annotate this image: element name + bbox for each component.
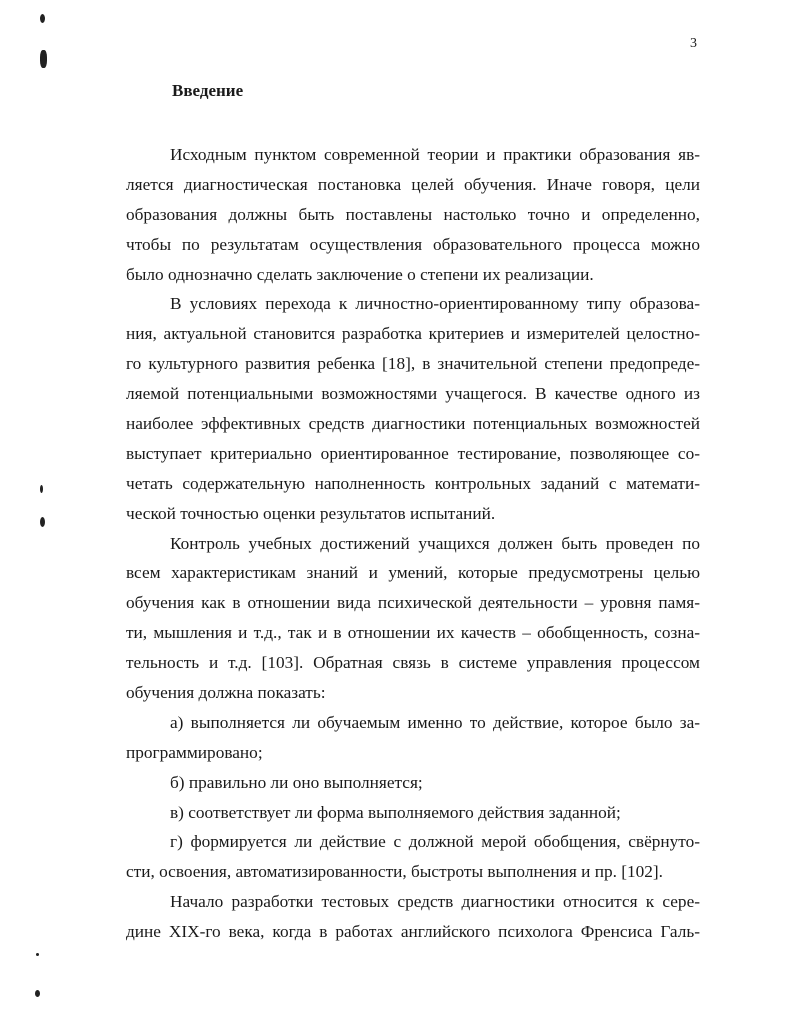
scan-mark — [36, 953, 39, 956]
text-line: б) правильно ли оно выполняется; — [170, 772, 423, 792]
text-line: дине XIX-го века, когда в работах английского психолога Френсиса Галь- — [126, 922, 700, 942]
text-line: чтобы по результатам осуществления образовательного процесса можно — [126, 234, 700, 254]
text-line: программировано; — [126, 742, 263, 762]
page-number: 3 — [690, 36, 697, 51]
text-line: Контроль учебных достижений учащихся должен быть проведен по — [170, 533, 700, 553]
text-line: выступает критериально ориентированное тестирование, позволяющее со- — [126, 443, 700, 463]
text-line: ти, мышления и т.д., так и в отношении их качеств – обобщенность, созна- — [126, 623, 700, 643]
text-line: а) выполняется ли обучаемым именно то действие, которое было за- — [170, 712, 700, 732]
text-line: обучения как в отношении вида психической деятельности – уровня памя- — [126, 593, 700, 613]
text-line: го культурного развития ребенка [18], в значительной степени предопреде- — [126, 354, 700, 374]
text-line: четать содержательную наполненность контрольных заданий с математи- — [126, 473, 700, 493]
text-line: тельность и т.д. [103]. Обратная связь в системе управления процессом — [126, 653, 700, 673]
section-heading: Введение — [172, 81, 244, 100]
text-line: наиболее эффективных средств диагностики потенциальных возможностей — [126, 414, 700, 434]
text-line: Исходным пунктом современной теории и практики образования яв- — [170, 145, 700, 164]
text-line: Начало разработки тестовых средств диагностики относится к сере- — [170, 892, 700, 912]
scan-mark — [40, 485, 43, 493]
text-line: сти, освоения, автоматизированности, быстроты выполнения и пр. [102]. — [126, 862, 663, 882]
text-line: было однозначно сделать заключение о степени их реализации. — [126, 264, 594, 284]
text-line: обучения должна показать: — [126, 683, 326, 703]
text-line: В условиях перехода к личностно-ориентированному типу образова- — [170, 294, 700, 314]
scan-mark — [35, 990, 40, 997]
text-line: г) формируется ли действие с должной мерой обобщения, свёрнуто- — [170, 832, 700, 852]
text-line: образования должны быть поставлены настолько точно и определенно, — [126, 204, 700, 224]
scan-mark — [40, 14, 45, 23]
text-line: всем характеристикам знаний и умений, которые предусмотрены целью — [126, 563, 700, 583]
scan-mark — [40, 517, 45, 527]
text-line: в) соответствует ли форма выполняемого действия заданной; — [170, 802, 621, 822]
scan-mark — [40, 50, 47, 68]
text-line: ния, актуальной становится разработка критериев и измерителей целостно- — [126, 324, 700, 344]
document-body — [126, 140, 700, 947]
text-line: ляемой потенциальными возможностями учащегося. В качестве одного из — [126, 384, 700, 404]
text-line: ческой точностью оценки результатов испытаний. — [126, 503, 496, 523]
text-line: ляется диагностическая постановка целей обучения. Иначе говоря, цели — [126, 174, 700, 194]
